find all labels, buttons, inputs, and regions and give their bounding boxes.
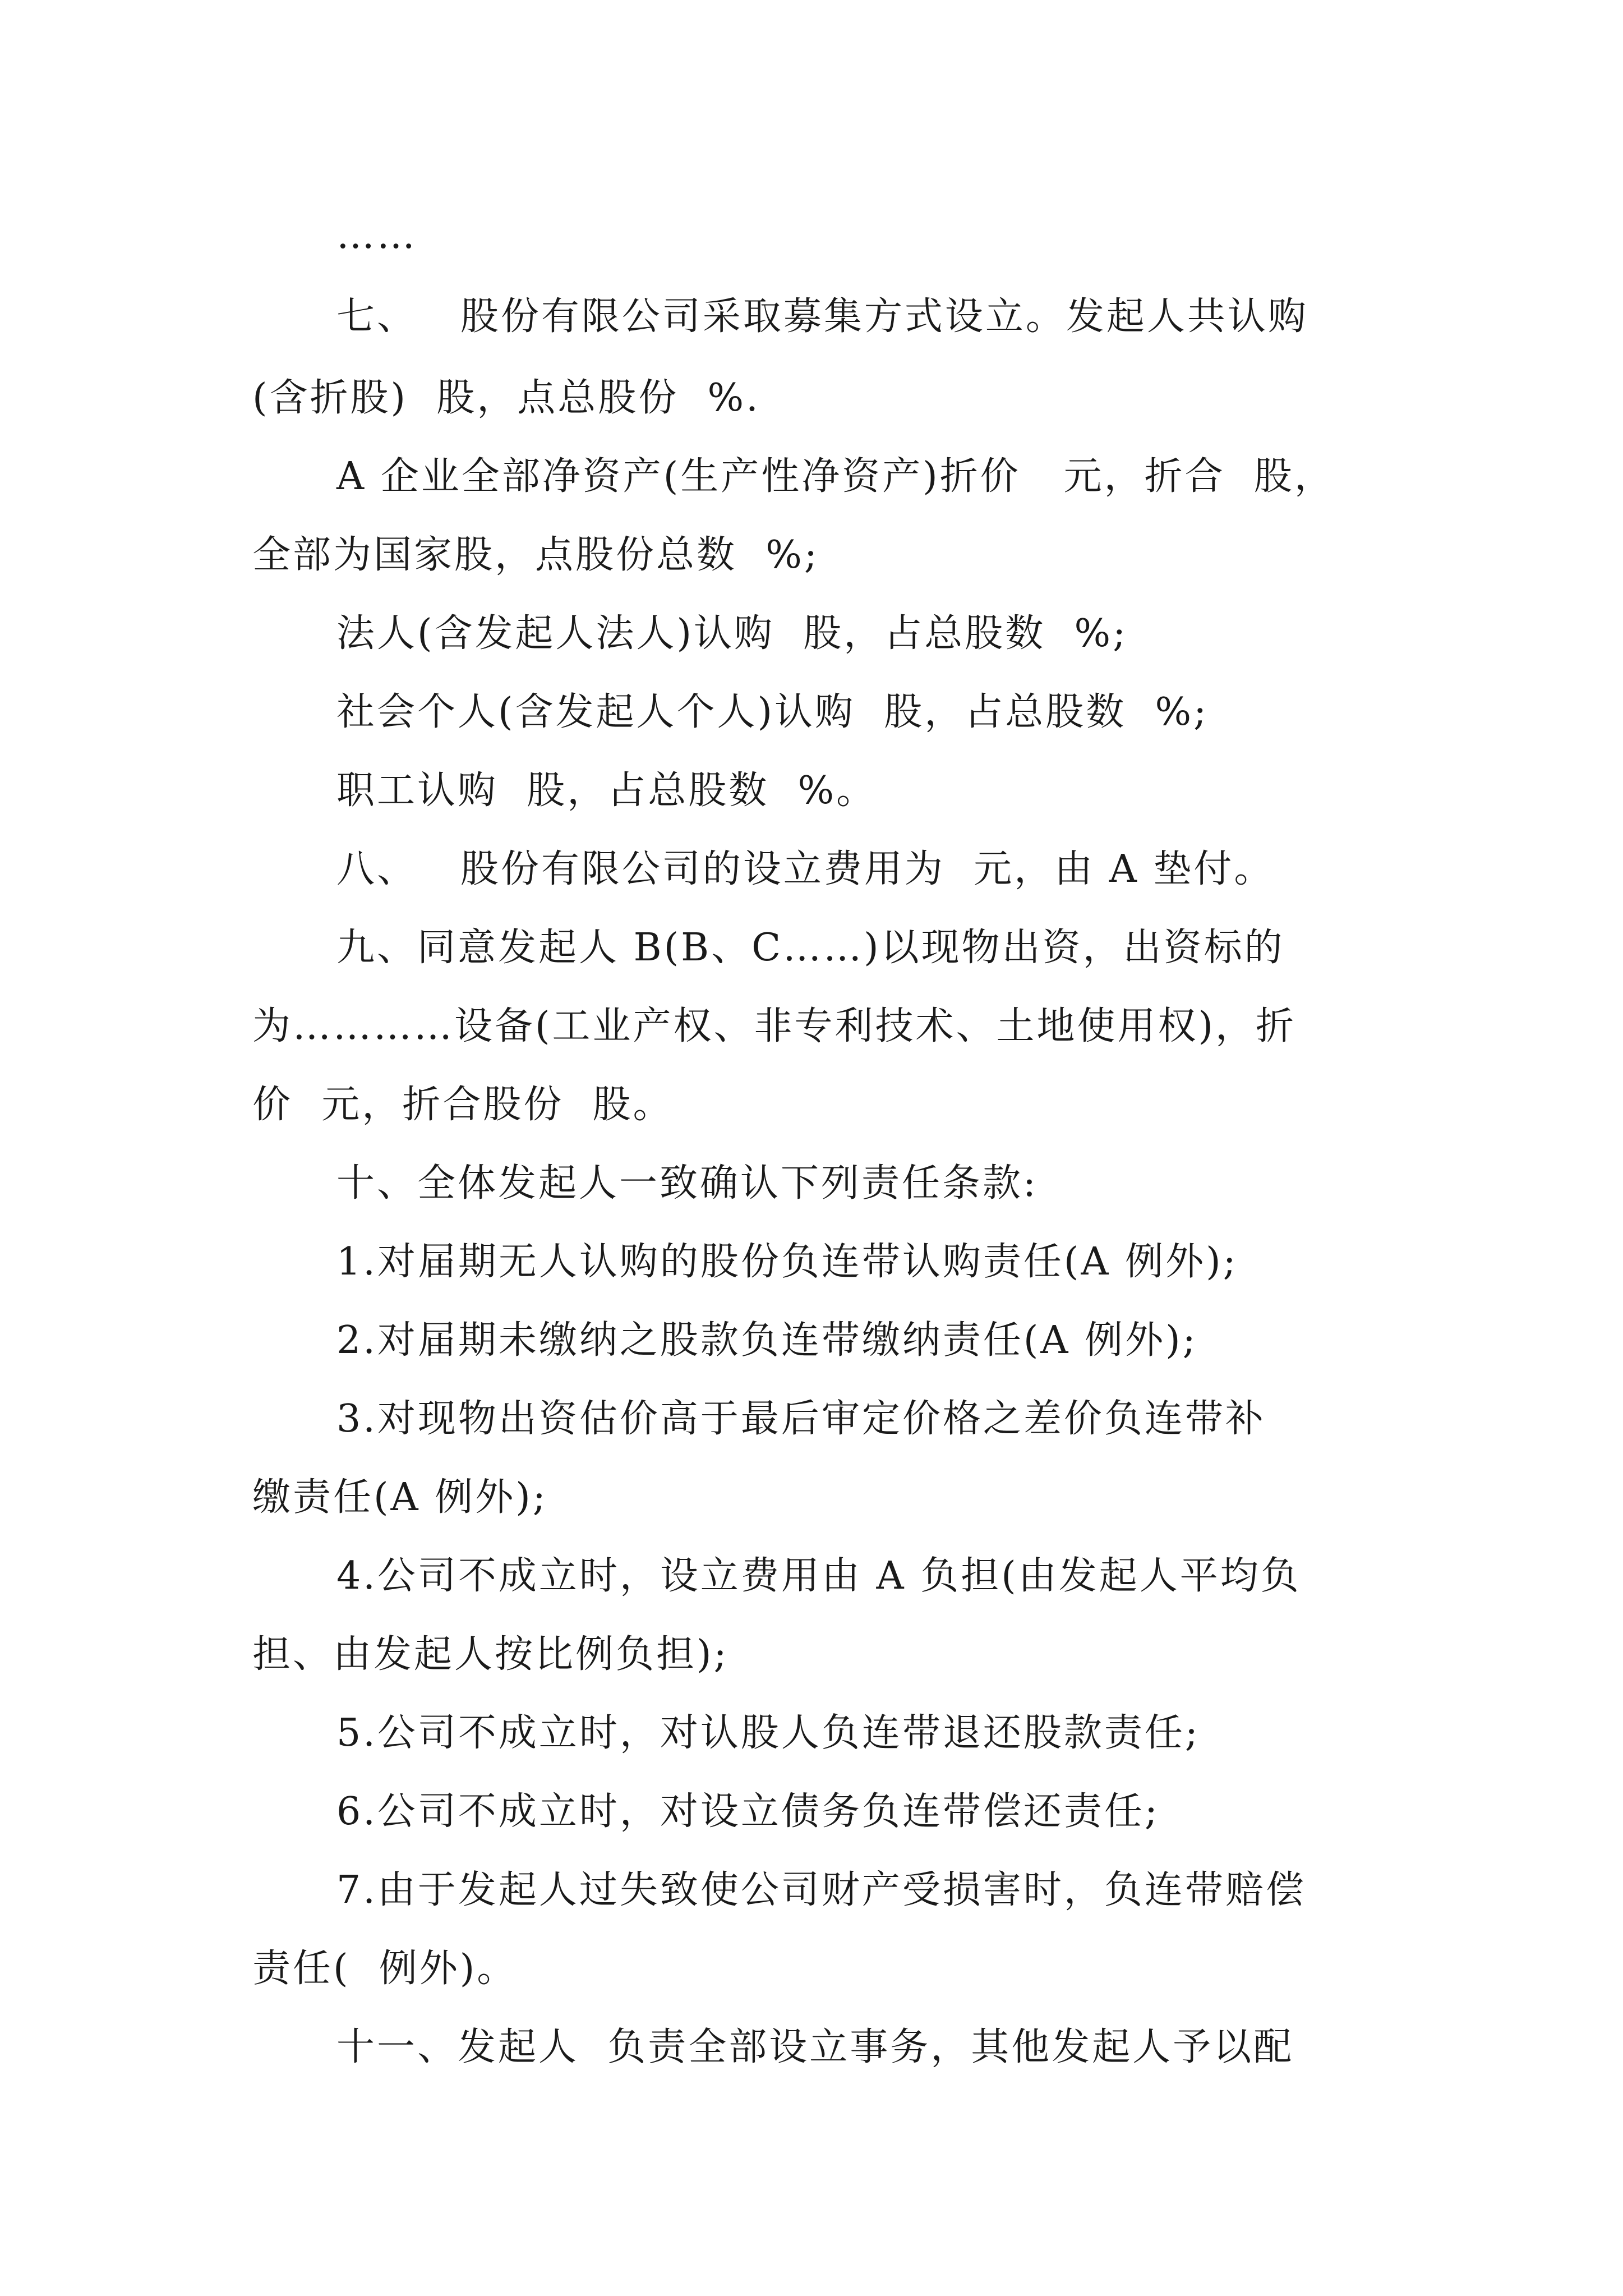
clause-10-item-4-line-2: 担、由发起人按比例负担); <box>252 1632 729 1677</box>
clause-9-line-3: 价 元，折合股份 股。 <box>252 1083 674 1127</box>
clause-7-line-2: (含折股) 股，点总股份 %. <box>252 376 760 420</box>
clause-10-item-3-line-1: 3.对现物出资估价高于最后审定价格之差价负连带补 <box>336 1397 1266 1441</box>
clause-8-line: 八、 股份有限公司的设立费用为 元，由 A 垫付。 <box>336 847 1275 891</box>
clause-7-employee-line: 职工认购 股，占总股数 %。 <box>336 769 877 813</box>
clause-10-item-1: 1.对届期无人认购的股份负连带认购责任(A 例外); <box>336 1240 1238 1284</box>
clause-10-item-4-line-1: 4.公司不成立时，设立费用由 A 负担(由发起人平均负 <box>336 1554 1301 1598</box>
clause-10-item-5: 5.公司不成立时，对认股人负连带退还股款责任; <box>336 1711 1200 1755</box>
clause-10-item-6: 6.公司不成立时，对设立债务负连带偿还责任; <box>336 1789 1160 1834</box>
clause-10-item-7-line-1: 7.由于发起人过失致使公司财产受损害时，负连带赔偿 <box>336 1868 1306 1912</box>
clause-7-individual-line: 社会个人(含发起人个人)认购 股，占总股数 %; <box>336 690 1209 734</box>
clause-7-legal-person-line: 法人(含发起人法人)认购 股，占总股数 %; <box>336 611 1128 656</box>
ellipsis-line: …… <box>336 213 417 257</box>
clause-7-line-1: 七、 股份有限公司采取募集方式设立。发起人共认购 <box>336 295 1308 339</box>
clause-9-line-2: 为…………设备(工业产权、非专利技术、土地使用权)，折 <box>252 1004 1297 1048</box>
clause-9-line-1: 九、同意发起人 B(B、C……)以现物出资，出资标的 <box>336 926 1285 970</box>
clause-10-item-7-line-2: 责任( 例外)。 <box>252 1947 518 1991</box>
clause-7-enterprise-line-2: 全部为国家股，点股份总数 %; <box>252 533 819 577</box>
clause-11-line-1: 十一、发起人 负责全部设立事务，其他发起人予以配 <box>336 2025 1294 2069</box>
clause-10-item-2: 2.对届期未缴纳之股款负连带缴纳责任(A 例外); <box>336 1318 1198 1363</box>
clause-10-item-3-line-2: 缴责任(A 例外); <box>252 1475 548 1520</box>
clause-10-heading: 十、全体发起人一致确认下列责任条款: <box>336 1161 1038 1205</box>
clause-7-enterprise-line-1: A 企业全部净资产(生产性净资产)折价 元，折合 股， <box>336 454 1335 499</box>
